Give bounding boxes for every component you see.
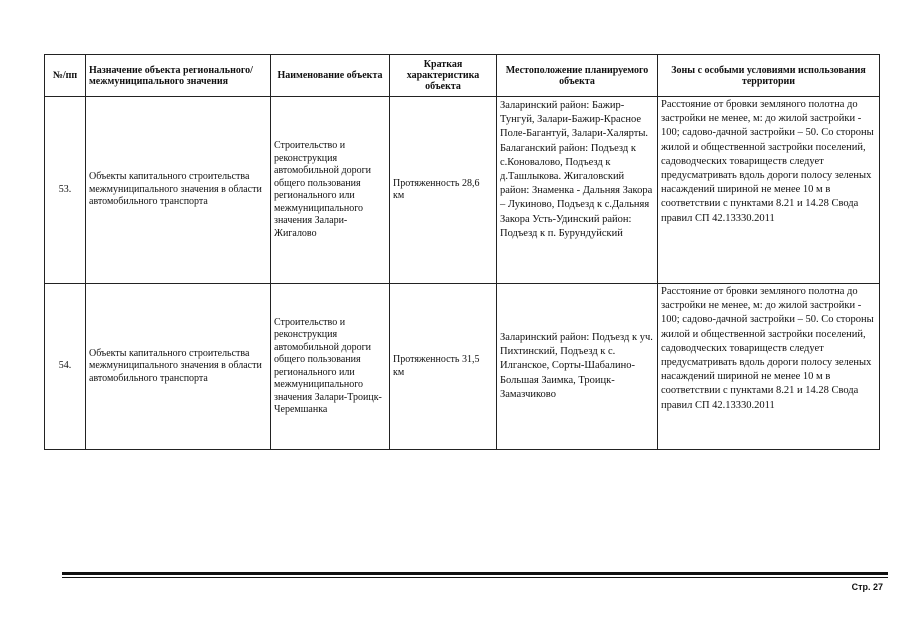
row-characteristic: Протяженность 28,6 км: [390, 97, 497, 284]
page-number: Стр. 27: [851, 582, 883, 592]
row-num: 53.: [45, 97, 86, 284]
objects-table: [44, 54, 880, 450]
footer-rule-thin: [62, 577, 888, 578]
row-characteristic: Протяженность 31,5 км: [390, 284, 497, 450]
row-name: Строительство и реконструкция автомобильной дороги общего пользования регионального или межмуниципального значения Залари-Троицк-Черемшанка: [271, 284, 390, 450]
row-purpose: Объекты капитального строительства межмуниципального значения в области автомобильного транспорта: [86, 284, 271, 450]
header-name: Наименование объекта: [271, 55, 390, 97]
footer-rule-thick: [62, 572, 888, 575]
table-row: [45, 97, 880, 284]
row-location: Заларинский район: Бажир-Тунгуй, Залари-Бажир-Красное Поле-Багантуй, Залари-Халярты. Балаганский район: Подъезд к с.Коновалово, Подъезд к д.Ташлыкова. Жигаловский район: Знаменка - Дальняя Закора – Лукиново, Подъезд к с.Дальняя Закора Усть-Удинский район: Подъезд к п. Бурундуйский: [497, 97, 658, 284]
table-row: [45, 284, 880, 450]
row-purpose: Объекты капитального строительства межмуниципального значения в области автомобильного транспорта: [86, 97, 271, 284]
row-zones: Расстояние от бровки земляного полотна до застройки не менее, м: до жилой застройки - 100; садово-дачной застройки – 50. Со стороны жилой и общественной застройки поселений, садоводческих товариществ следует предусматривать вдоль дороги полосу зеленых насаждений шириной не менее 10 м в соответствии с пунктами 8.21 и 14.28 Свода правил СП 42.13330.2011: [658, 284, 880, 450]
header-location: Местоположение планируемого объекта: [497, 55, 658, 97]
header-num: №/пп: [45, 55, 86, 97]
header-characteristic: Краткая характеристика объекта: [390, 55, 497, 97]
row-location: Заларинский район: Подъезд к уч. Пихтинский, Подъезд к с. Илганское, Сорты-Шабалино-Большая Заимка, Троицк-Замазчиково: [497, 284, 658, 450]
header-purpose: Назначение объекта регионального/ межмуниципального значения: [86, 55, 271, 97]
row-zones: Расстояние от бровки земляного полотна до застройки не менее, м: до жилой застройки - 100; садово-дачной застройки – 50. Со стороны жилой и общественной застройки поселений, садоводческих товариществ следует предусматривать вдоль дороги полосу зеленых насаждений шириной не менее 10 м в соответствии с пунктами 8.21 и 14.28 Свода правил СП 42.13330.2011: [658, 97, 880, 284]
header-zones: Зоны с особыми условиями использования территории: [658, 55, 880, 97]
table-header-row: [45, 55, 880, 97]
row-name: Строительство и реконструкция автомобильной дороги общего пользования регионального или межмуниципального значения Залари-Жигалово: [271, 97, 390, 284]
row-num: 54.: [45, 284, 86, 450]
